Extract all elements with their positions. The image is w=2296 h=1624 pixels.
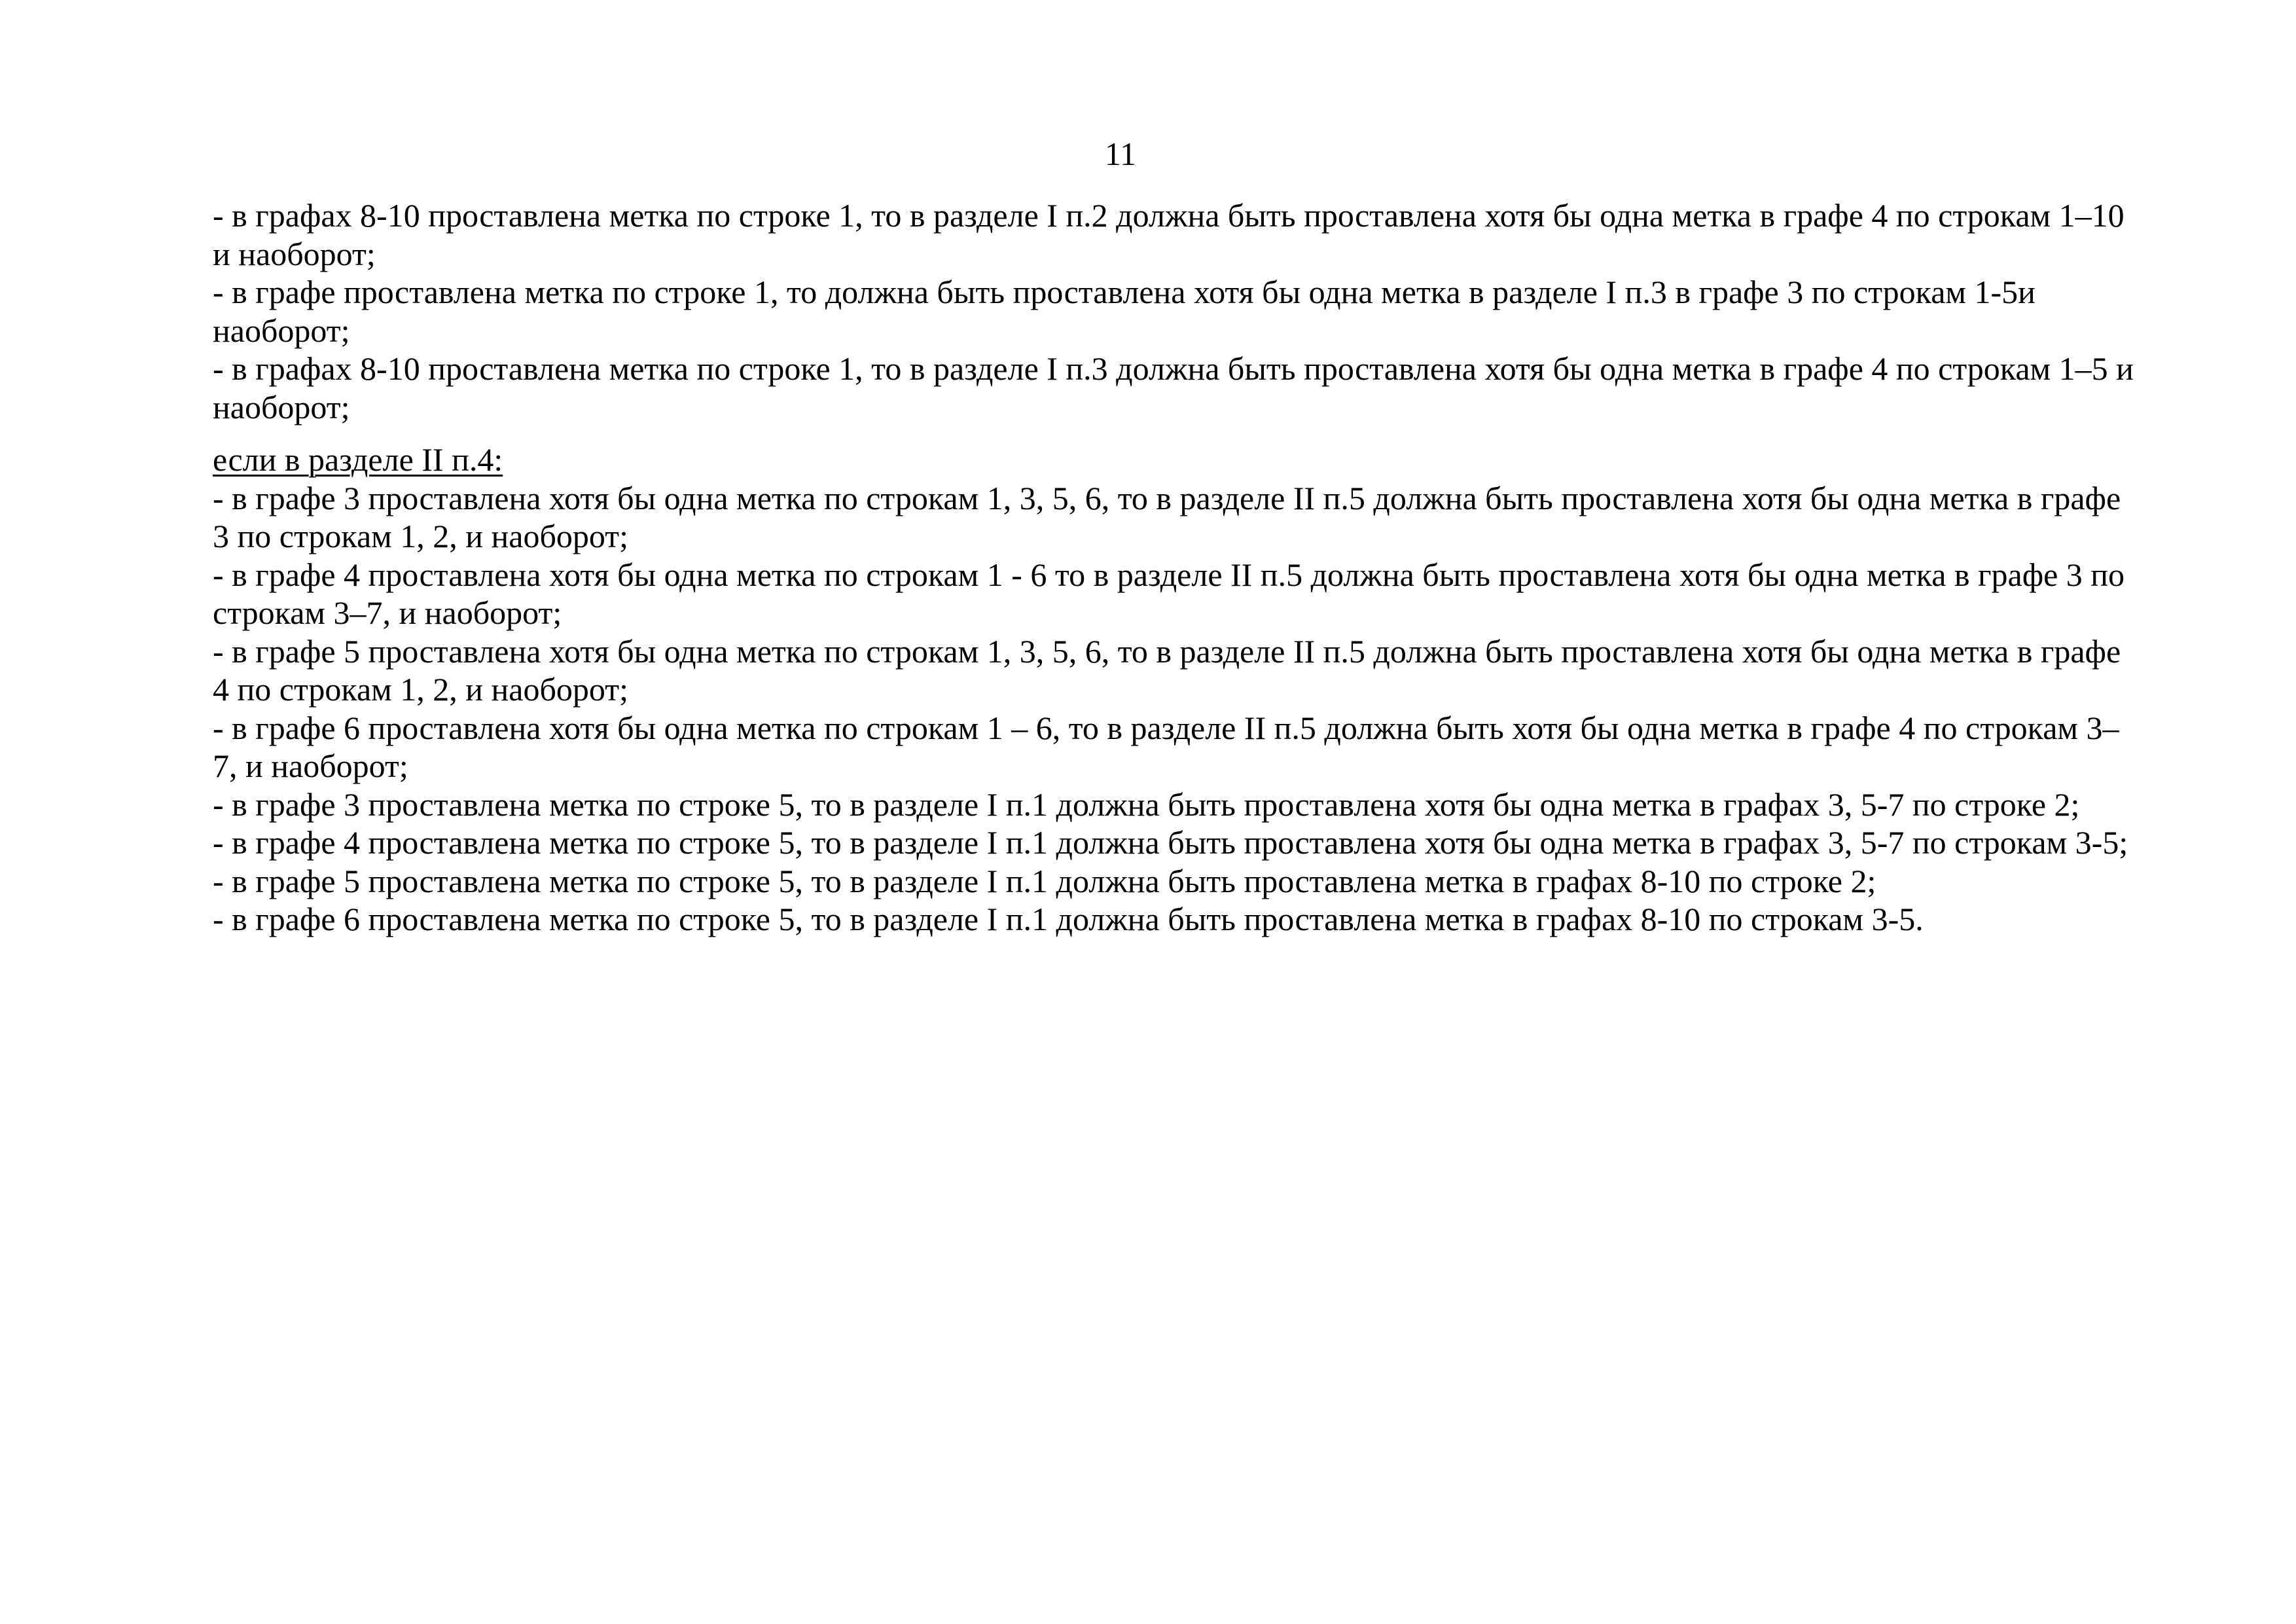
paragraph-rule: - в графе 6 проставлена метка по строке 5, то в разделе I п.1 должна быть проставлена метка в графах 8-10 по строкам 3-5. xyxy=(213,901,1924,937)
paragraph-rule: - в графе 3 проставлена хотя бы одна метка по строкам 1, 3, 5, 6, то в разделе II п.5 должна быть проставлена хотя бы одна метка в графе 3 по строкам 1, 2, и наоборот; xyxy=(213,479,2121,554)
page-number: 11 xyxy=(1104,135,1137,172)
paragraph-rule: - в графе 4 проставлена метка по строке 5, то в разделе I п.1 должна быть проставлена хотя бы одна метка в графах 3, 5-7 по строкам 3-5; xyxy=(213,824,2128,861)
paragraph-rule: - в графе 4 проставлена хотя бы одна метка по строкам 1 - 6 то в разделе II п.5 должна быть проставлена хотя бы одна метка в графе 3 по строкам 3–7, и наоборот; xyxy=(213,556,2125,631)
paragraph-rule: - в графе 6 проставлена хотя бы одна метка по строкам 1 – 6, то в разделе II п.5 должна быть хотя бы одна метка в графе 4 по строкам 3–7, и наоборот; xyxy=(213,709,2119,784)
paragraph-rule: - в графе 5 проставлена хотя бы одна метка по строкам 1, 3, 5, 6, то в разделе II п.5 должна быть проставлена хотя бы одна метка в графе 4 по строкам 1, 2, и наоборот; xyxy=(213,632,2121,708)
section-heading: если в разделе II п.4: xyxy=(213,441,503,478)
paragraph-rule: - в графах 8-10 проставлена метка по строке 1, то в разделе I п.3 должна быть проставлена хотя бы одна метка в графе 4 по строкам 1–5 и наоборот; xyxy=(213,350,2134,425)
paragraph-rule: - в графе проставлена метка по строке 1, то должна быть проставлена хотя бы одна метка в разделе I п.3 в графе 3 по строкам 1-5и наоборот; xyxy=(213,274,2036,349)
paragraph-rule: - в графах 8-10 проставлена метка по строке 1, то в разделе I п.2 должна быть проставлена хотя бы одна метка в графе 4 по строкам 1–10 и наоборот; xyxy=(213,197,2125,272)
paragraph-rule: - в графе 5 проставлена метка по строке 5, то в разделе I п.1 должна быть проставлена метка в графах 8-10 по строке 2; xyxy=(213,862,1876,899)
document-body xyxy=(213,196,2144,939)
paragraph-rule: - в графе 3 проставлена метка по строке 5, то в разделе I п.1 должна быть проставлена хотя бы одна метка в графах 3, 5-7 по строке 2; xyxy=(213,785,2080,823)
